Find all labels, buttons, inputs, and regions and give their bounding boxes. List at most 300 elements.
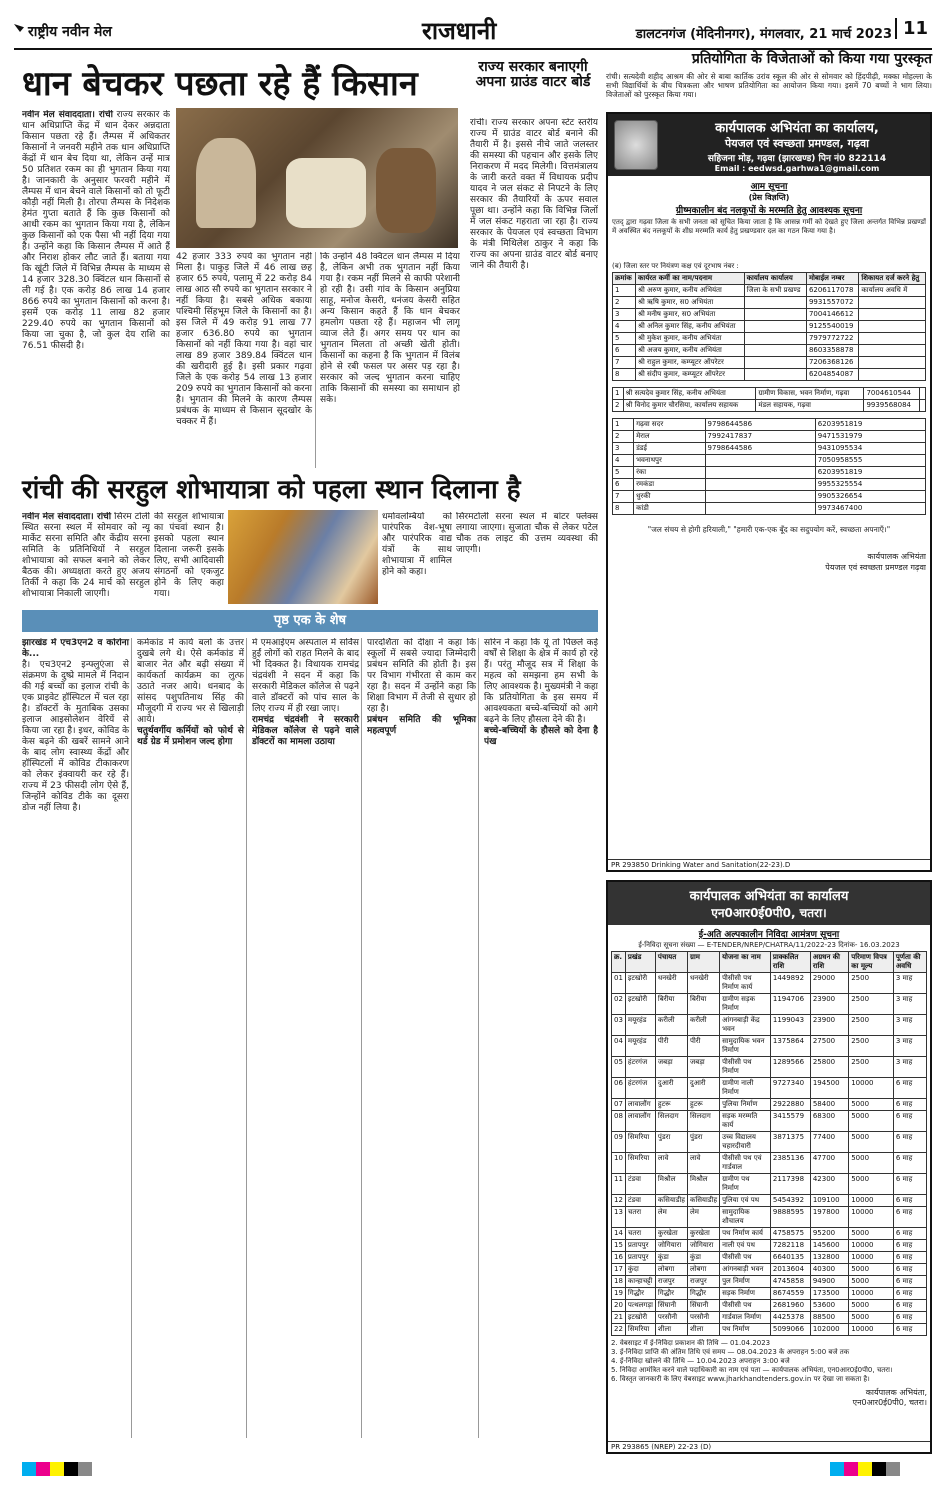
notice2-t-cell: 06 — [612, 1078, 626, 1099]
water-dept-notice — [606, 112, 932, 872]
notice1-t1-cell — [859, 321, 926, 333]
notice2-t-cell: कुंडा — [688, 1252, 720, 1264]
story3-col-d: सिरमटोली सरना स्थल में बांटर फ्लेक्स लगाया जाएगा। सुजाता चौक से लेकर पटेल चौक तक लाइट की उत्तम व्यवस्था की जाएगी। — [456, 512, 598, 555]
bottom-col-5-body: सोरेन ने कहा कि यूं तो पिछले कई वर्षों से शिक्षा के क्षेत्र में कार्य हो रहे हैं। परंतु मौजूद सत्र में शिक्षा के महत्व को समझना हम सभी के लिए आवश्यक है। मुख्यमंत्री ने कहा कि प्रतियोगिता के इस समय में आवश्यकता बच्चे-बच्चियों को आगे बढ़ने के लिए हौसला देने की है। — [484, 638, 598, 725]
notice1-t1-cell — [744, 321, 806, 333]
notice2-t-cell: 6 माह — [893, 1153, 926, 1174]
notice2-t-cell: कुंदा — [625, 1264, 655, 1276]
notice1-t1-cell: श्री राहुल कुमार, कम्प्यूटर ऑपरेटर — [636, 357, 745, 369]
notice1-t1-cell: जिला के सभी प्रखण्ड — [744, 285, 806, 297]
notice2-t-header-cell: परिमाण विपत्र का मूल्य — [849, 952, 894, 973]
notice2-t-cell: 10000 — [849, 1195, 894, 1207]
notice1-t3-row — [613, 479, 926, 491]
notice1-t1-cell: 7 — [613, 357, 636, 369]
notice2-t-cell: 68300 — [810, 1111, 848, 1132]
notice1-t1-cell — [859, 333, 926, 345]
notice2-t-cell: 3 माह — [893, 1015, 926, 1036]
notice1-t2-row — [613, 400, 926, 412]
notice1-table-3 — [612, 418, 926, 515]
notice2-t-cell: इटखोरी — [625, 973, 655, 994]
notice2-t-cell: जोगियारा — [655, 1240, 687, 1252]
notice1-t1-cell: श्री ऋषि कुमार, स0 अभियंता — [636, 297, 745, 309]
notice2-t-row — [612, 1300, 927, 1312]
story2-headline: राज्य सरकार बनाएगी अपना ग्राउंड वाटर बोर्ड — [475, 59, 591, 91]
notice1-sub2: (प्रेस विज्ञप्ति) — [748, 193, 790, 202]
notice1-t2-cell: 7004610544 — [864, 388, 920, 400]
story3-col-b: की सरहुल शोभायात्रा का पंचवां स्थान है। इसको पहला स्थान दिलाना जरूरी इसके लिए, सभी आदिवासी संगठनों को एकजुट होने के लिए कहा गया। — [154, 512, 224, 599]
story3-col-a — [22, 512, 150, 604]
notice2-t-row — [612, 1240, 927, 1252]
newspaper-name: राष्ट्रीय नवीन मेल — [28, 24, 112, 40]
notice1-t3-cell: कांडी — [634, 503, 705, 515]
page-number: 11 — [895, 18, 928, 39]
notice2-t-cell: 102000 — [810, 1324, 848, 1336]
notice2-t-cell: 2500 — [849, 1057, 894, 1078]
notice2-t-cell: सामुदायिक शौचालय — [720, 1207, 771, 1228]
notice2-t-header-cell: योजना का नाम — [720, 952, 771, 973]
notice2-t-cell: 04 — [612, 1036, 626, 1057]
notice1-t3-row — [613, 503, 926, 515]
notice2-t-cell: पुंडरा — [655, 1132, 687, 1153]
notice2-t-header-cell: अग्रधन की राशि — [810, 952, 848, 973]
notice1-t3-cell: 5 — [613, 467, 634, 479]
notice2-t-cell: गार्डवाल निर्माण — [720, 1312, 771, 1324]
notice2-t-cell: 5000 — [849, 1153, 894, 1174]
notice2-t-cell: 9888595 — [770, 1207, 810, 1228]
notice1-t3-cell — [705, 467, 815, 479]
notice2-t-cell: 53600 — [810, 1300, 848, 1312]
notice1-t3-cell: 8 — [613, 503, 634, 515]
notice2-t-cell: 6 माह — [893, 1111, 926, 1132]
notice2-t-cell: 109100 — [810, 1195, 848, 1207]
notice2-t-cell: कुंडा — [655, 1252, 687, 1264]
notice1-sub3: ग्रीष्मकालीन बंद नलकूपों के मरम्मति हेतु आवश्यक सूचना — [675, 206, 863, 216]
notice2-t-cell: 08 — [612, 1111, 626, 1132]
notice2-t-cell: कसियाडीह — [655, 1195, 687, 1207]
notice2-t-cell: जबड़ा — [655, 1057, 687, 1078]
notice1-t1-cell — [744, 345, 806, 357]
notice2-t-cell: 2385136 — [770, 1153, 810, 1174]
notice2-t-cell: 10000 — [849, 1288, 894, 1300]
color-registration-strip-right — [830, 1462, 900, 1476]
notice2-t-cell: दुआरी — [688, 1078, 720, 1099]
notice2-t-cell: 7282118 — [770, 1240, 810, 1252]
notice2-t-cell: पीसीसी पथ — [720, 1252, 771, 1264]
notice2-t-cell: 6 माह — [893, 1099, 926, 1111]
notice1-t3-cell: 1 — [613, 419, 634, 431]
notice1-t1-cell: श्री अरुण कुमार, कनीय अभियंता — [636, 285, 745, 297]
notice2-t-cell: सिमरिया — [625, 1324, 655, 1336]
notice2-t-cell: पीसीसी पथ — [720, 1300, 771, 1312]
notice1-t1-cell — [859, 345, 926, 357]
notice1-t1-cell: 7206368126 — [806, 357, 858, 369]
notice1-t1-cell: 5 — [613, 333, 636, 345]
notice2-t-cell: परसौनी — [655, 1312, 687, 1324]
notice2-t-cell: 40300 — [810, 1264, 848, 1276]
notice2-t-row — [612, 1195, 927, 1207]
notice2-footer-line: 5. निविदा आमंत्रित करने वाले पदाधिकारी का नाम एवं पता — कार्यपालक अभियंता, एन0आर0ई0पी0, चतरा। — [611, 1366, 893, 1374]
notice2-t-header-cell: क्र. — [612, 952, 626, 973]
notice2-t-cell: 77400 — [810, 1132, 848, 1153]
notice2-t-cell: परसौनी — [688, 1312, 720, 1324]
notice2-t-cell: लोबगा — [688, 1264, 720, 1276]
notice2-t-cell: 2500 — [849, 973, 894, 994]
notice2-t-header-cell: पंचायत — [655, 952, 687, 973]
notice2-t-cell: 13 — [612, 1207, 626, 1228]
color-registration-strip — [22, 1462, 92, 1476]
notice2-t-row — [612, 1264, 927, 1276]
notice1-t1-cell: श्री संदीप कुमार, कम्प्यूटर ऑपरेटर — [636, 369, 745, 381]
notice2-t-cell: 5099066 — [770, 1324, 810, 1336]
bottom-col-3-title: रामचंद्र चंद्रवंशी ने सरकारी मेडिकल कॉलेज से पढ़ने वाले डॉक्टरों का मामला उठाया — [252, 715, 359, 747]
notice2-t-cell: सिलदाग — [655, 1111, 687, 1132]
notice2-t-cell: 145600 — [810, 1240, 848, 1252]
bottom-col-4 — [367, 638, 479, 1438]
notice2-t-cell: 2681960 — [770, 1300, 810, 1312]
notice1-t3-cell: 6203951819 — [815, 467, 925, 479]
notice2-t-cell: 2500 — [849, 1015, 894, 1036]
notice2-t-cell: 25800 — [810, 1057, 848, 1078]
notice1-t1-cell — [744, 369, 806, 381]
notice2-dept: एन0आर0ई0पी0, चतरा। — [711, 906, 827, 920]
notice1-t1-cell — [744, 309, 806, 321]
notice2-t-cell: हुटरू — [688, 1099, 720, 1111]
notice1-t1-cell — [859, 357, 926, 369]
notice2-t-row — [612, 1324, 927, 1336]
notice2-t-cell: 2922880 — [770, 1099, 810, 1111]
notice2-t-header-cell: प्रखंड — [625, 952, 655, 973]
notice1-t3-cell: मेराल — [634, 431, 705, 443]
notice2-t-row — [612, 973, 927, 994]
notice2-t-cell: लावे — [655, 1153, 687, 1174]
story1-headline: धान बेचकर पछता रहे हैं किसान — [22, 64, 418, 104]
notice2-t-row — [612, 1111, 927, 1132]
notice1-t1-row — [613, 297, 926, 309]
notice2-t-cell: पुलिया निर्माण — [720, 1099, 771, 1111]
notice1-t3-cell — [705, 491, 815, 503]
notice2-t-cell: आंगनबाड़ी केंद्र भवन — [720, 1015, 771, 1036]
notice2-pr: PR 293865 (NREP) 22-23 (D) — [608, 1441, 930, 1452]
notice2-t-cell: 2117398 — [770, 1174, 810, 1195]
notice1-t2-cell: ग्रामीण विकास, भवन निर्माण, गढ़वा — [756, 388, 864, 400]
notice1-t1-cell: कार्यालय अवधि में — [859, 285, 926, 297]
notice2-t-cell: मयूरहंड — [625, 1036, 655, 1057]
notice1-t2-cell — [920, 400, 926, 412]
story1-col-a — [22, 110, 170, 468]
notice1-t3-cell: 2 — [613, 431, 634, 443]
notice2-t-cell: 132800 — [810, 1252, 848, 1264]
notice2-t-header-cell: पूर्णता की अवधि — [893, 952, 926, 973]
notice2-t-cell: इटखोरी — [625, 1312, 655, 1324]
notice2-t-cell: लोबगा — [655, 1264, 687, 1276]
notice2-t-row — [612, 1015, 927, 1036]
notice2-t-cell: पुल निर्माण — [720, 1276, 771, 1288]
notice2-t-cell: कसियाडीह — [688, 1195, 720, 1207]
notice1-t2-cell: 9939568084 — [864, 400, 920, 412]
notice2-t-cell: राजपुर — [655, 1276, 687, 1288]
notice2-t-cell: ग्रामीण पथ निर्माण — [720, 1174, 771, 1195]
notice1-t3-cell: 9471531979 — [815, 431, 925, 443]
notice2-t-cell: 1199043 — [770, 1015, 810, 1036]
notice1-office: कार्यपालक अभियंता का कार्यालय, — [715, 121, 879, 136]
notice2-t-cell: 6 माह — [893, 1288, 926, 1300]
notice2-t-cell: कुरखेता — [655, 1228, 687, 1240]
bottom-col-4-title: प्रबंधन समिति की भूमिका महत्वपूर्ण — [367, 715, 476, 736]
notice1-table-1 — [612, 272, 926, 381]
notice1-t3-row — [613, 491, 926, 503]
notice2-t-cell: शीला — [655, 1324, 687, 1336]
notice2-t-cell: 27500 — [810, 1036, 848, 1057]
notice1-t1-header-cell: क्रमांक — [613, 273, 636, 285]
notice2-t-cell: 4425378 — [770, 1312, 810, 1324]
notice1-t2-cell: मंडल सहायक, गढ़वा — [756, 400, 864, 412]
notice1-control: (ब) जिला स्तर पर नियंत्रण कक्ष एवं दूरभाष नंबर : — [612, 262, 739, 270]
notice1-t1-row — [613, 285, 926, 297]
notice2-t-cell: 6 माह — [893, 1195, 926, 1207]
notice2-t-cell: 29000 — [810, 973, 848, 994]
notice2-t-cell: 22 — [612, 1324, 626, 1336]
notice1-t3-cell: 7050958555 — [815, 455, 925, 467]
notice2-t-cell: 11 — [612, 1174, 626, 1195]
notice1-t3-cell: धुरकी — [634, 491, 705, 503]
notice1-t2-cell: 2 — [613, 400, 624, 412]
notice2-t-cell: 6 माह — [893, 1300, 926, 1312]
notice2-t-cell: प्रतापपुर — [625, 1252, 655, 1264]
state-emblem-icon — [614, 120, 658, 170]
notice2-t-cell: मिश्रौल — [688, 1174, 720, 1195]
notice2-t-cell: सिलदाग — [688, 1111, 720, 1132]
notice2-t-row — [612, 1288, 927, 1300]
notice1-t1-cell — [744, 357, 806, 369]
notice2-t-cell: 4745858 — [770, 1276, 810, 1288]
masthead — [14, 12, 932, 50]
story3-headline: रांची की सरहुल शोभायात्रा को पहला स्थान दिलाना है — [22, 475, 521, 505]
notice1-t1-header-cell: शिकायत दर्ज करने हेतु — [859, 273, 926, 285]
bottom-col-4-body: पारदर्शिता को दीक्षा ने कहा कि स्कूलों में सबसे ज्यादा जिम्मेदारी प्रबंधन समिति की होती है। इस पर विभाग गंभीरता से काम कर रहा है। सदन में उन्होंने कहा कि शिक्षा विभाग में तेजी से सुधार हो रहा है। — [367, 638, 476, 714]
notice2-t-cell: पीसीसी पथ निर्माण कार्य — [720, 973, 771, 994]
notice2-t-cell: 10000 — [849, 1252, 894, 1264]
notice2-t-cell: 3 माह — [893, 1036, 926, 1057]
notice2-t-row — [612, 1207, 927, 1228]
notice2-t-cell: 3415579 — [770, 1111, 810, 1132]
notice1-t1-header-cell: मोबाईल नम्बर — [806, 273, 858, 285]
notice1-t3-cell: डंडई — [634, 443, 705, 455]
bird-logo-icon — [14, 24, 24, 32]
notice2-t-cell: 94900 — [810, 1276, 848, 1288]
notice2-t-cell: 1375864 — [770, 1036, 810, 1057]
notice2-t-cell: 23900 — [810, 1015, 848, 1036]
award-body: रांची। सत्यदेवी शहीद आश्रम की ओर से बाबा कार्तिक उरांव स्कूल की ओर से सोमवार को हिंदपीढ़ी, मक्का मोहल्ला के सभी विद्यार्थियों के बीच चित्रकला और भाषण प्रतियोगिता का आयोजन किया गया। इसमें 70 बच्चों ने भाग लिया। विजेताओं को पुरस्कृत किया गया। — [606, 72, 932, 99]
notice1-t3-cell: 9798644586 — [705, 443, 815, 455]
notice1-t1-cell — [859, 297, 926, 309]
notice2-t-cell: 15 — [612, 1240, 626, 1252]
notice2-t-cell: 8674559 — [770, 1288, 810, 1300]
notice1-t1-header-row — [613, 273, 926, 285]
notice2-t-cell: 6 माह — [893, 1264, 926, 1276]
notice2-sub: ई-अति अल्पकालीन निविदा आमंत्रण सूचना — [698, 930, 840, 940]
notice2-footer-line: 6. विस्तृत जानकारी के लिए वेबसाइट www.jharkhandtenders.gov.in पर देखा जा सकता है। — [611, 1375, 870, 1383]
notice1-t1-row — [613, 357, 926, 369]
notice1-t1-cell: 1 — [613, 285, 636, 297]
notice1-t1-cell — [744, 333, 806, 345]
nrep-tender-notice — [606, 880, 932, 1454]
notice1-t3-cell: 4 — [613, 455, 634, 467]
bottom-col-5-title: बच्चे-बच्चियों के हौसले को देना है पंख — [484, 726, 598, 747]
notice1-dept: पेयजल एवं स्वच्छता प्रमण्डल, गढ़वा — [725, 137, 869, 150]
notice2-table — [611, 951, 927, 1336]
notice2-t-cell: 95200 — [810, 1228, 848, 1240]
notice2-t-cell: कुरखेता — [688, 1228, 720, 1240]
notice2-t-cell: गिद्धौर — [688, 1288, 720, 1300]
notice1-t3-row — [613, 419, 926, 431]
notice1-t3-cell: 9798644586 — [705, 419, 815, 431]
notice2-t-cell: 194500 — [810, 1078, 848, 1099]
notice2-ref: ई-निविदा सूचना संख्या — E-TENDER/NREP/CHATRA/11/2022-23 दिनांक- 16.03.2023 — [638, 941, 900, 949]
notice2-t-cell: जोगियारा — [688, 1240, 720, 1252]
section-bar: पृष्ठ एक के शेष — [22, 610, 598, 632]
notice1-t1-row — [613, 309, 926, 321]
notice2-t-cell: 6 माह — [893, 1207, 926, 1228]
notice2-t-cell: ग्रामीण नाली निर्माण — [720, 1078, 771, 1099]
notice2-t-cell: 10000 — [849, 1078, 894, 1099]
notice2-t-cell: 5000 — [849, 1264, 894, 1276]
notice2-t-row — [612, 1036, 927, 1057]
notice1-t1-cell — [744, 297, 806, 309]
story3-byline: नवीन मेल संवाददाता। रांची — [22, 512, 112, 522]
notice2-t-cell: चतरा — [625, 1207, 655, 1228]
notice1-t2-cell: 1 — [613, 388, 624, 400]
notice2-t-cell: 5454392 — [770, 1195, 810, 1207]
notice2-t-cell: 18 — [612, 1276, 626, 1288]
notice1-t3-cell: गढ़वा सदर — [634, 419, 705, 431]
notice2-t-row — [612, 1252, 927, 1264]
notice2-t-cell: सड़क निर्माण — [720, 1288, 771, 1300]
bottom-col-2-body: कर्मकांड में कार्य बलों के उत्तर दुखबे लगे थे। ऐसे कर्मकांड में बाजार नेत और बढ़ी संख्या में कार्यकर्ता कार्यक्रम का लुत्फ उठाते नजर आये। धनबाद के सांसद पशुपतिनाथ सिंह की मौजूदगी में राज्य भर से खिलाड़ी आये। — [137, 638, 244, 725]
notice2-t-cell: 5000 — [849, 1276, 894, 1288]
notice2-t-cell: करीली — [655, 1015, 687, 1036]
notice1-table-2 — [612, 387, 926, 412]
notice2-t-row — [612, 1174, 927, 1195]
notice2-t-cell: 09 — [612, 1132, 626, 1153]
notice2-t-cell: लावालौंग — [625, 1099, 655, 1111]
notice2-t-cell: मिश्रौल — [655, 1174, 687, 1195]
notice2-t-cell: 10000 — [849, 1240, 894, 1252]
notice1-t3-cell — [705, 455, 815, 467]
notice2-t-cell: नाली एवं पथ — [720, 1240, 771, 1252]
notice2-t-cell: 6 माह — [893, 1312, 926, 1324]
notice1-t1-cell: 6204854087 — [806, 369, 858, 381]
notice2-t-cell: राजपुर — [688, 1276, 720, 1288]
notice1-signature: कार्यपालक अभियंता — [867, 552, 926, 561]
notice2-t-cell: 2013604 — [770, 1264, 810, 1276]
notice2-signature: कार्यपालक अभियंता, — [865, 1388, 927, 1397]
notice1-t1-cell: 9931557072 — [806, 297, 858, 309]
notice1-t2-row — [613, 388, 926, 400]
notice1-t3-cell: रंका — [634, 467, 705, 479]
notice2-t-cell: 5000 — [849, 1132, 894, 1153]
bottom-col-3-body: में एमआईएम अस्पताल में सर्विस हुईं लोगों को राहत मिलने के बाद भी दिक्कत है। विधायक रामचंद्र चंद्रवंशी ने सदन में कहा कि सरकारी मेडिकल कॉलेज से पढ़ने वाले डॉक्टरों को पांच साल के लिए राज्य में ही रखा जाए। — [252, 638, 359, 714]
bottom-col-5 — [484, 638, 598, 1438]
bottom-col-2-title: चतुर्थवर्गीय कर्मियों को फोर्थ से थर्ड ग्रेड में प्रमोशन जल्द होगा — [137, 726, 244, 747]
bottom-col-2 — [137, 638, 247, 1438]
notice2-t-cell: सिमरिया — [625, 1132, 655, 1153]
notice2-t-cell: इटखोरी — [625, 994, 655, 1015]
notice2-t-cell: 6 माह — [893, 1132, 926, 1153]
notice2-t-row — [612, 1078, 927, 1099]
notice1-t1-row — [613, 345, 926, 357]
notice2-t-row — [612, 1132, 927, 1153]
notice2-t-cell: उच्च विद्यालय चहारदीवारी — [720, 1132, 771, 1153]
notice2-t-cell: टंडवा — [625, 1195, 655, 1207]
notice1-t1-header-cell: कार्यालय कार्यालय — [744, 273, 806, 285]
notice1-t3-cell — [705, 479, 815, 491]
notice1-t1-row — [613, 321, 926, 333]
notice2-t-cell: 14 — [612, 1228, 626, 1240]
notice2-t-cell: गिद्धौर — [655, 1288, 687, 1300]
notice1-t3-cell: रमकंडा — [634, 479, 705, 491]
notice2-t-cell: 173500 — [810, 1288, 848, 1300]
notice2-t-cell: 10000 — [849, 1207, 894, 1228]
bottom-col-1-title: झारखंड में एच3एन2 व कोरोना के... — [22, 638, 129, 659]
section-title: राजधानी — [422, 16, 497, 45]
notice2-t-cell: 20 — [612, 1300, 626, 1312]
notice2-t-row — [612, 1153, 927, 1174]
notice2-t-cell: सिंघानी — [655, 1300, 687, 1312]
notice2-footer-line: 3. ई-निविदा प्राप्ति की अंतिम तिथि एवं समय — 08.04.2023 के अपराहन 5:00 बजे तक — [611, 1348, 850, 1356]
notice1-t3-cell: 9973467400 — [815, 503, 925, 515]
notice2-t-header-cell: ग्राम — [688, 952, 720, 973]
notice1-t1-cell: 6206117078 — [806, 285, 858, 297]
notice2-t-cell: 5000 — [849, 1174, 894, 1195]
notice2-t-header-cell: प्राक्कलित राशि — [770, 952, 810, 973]
notice2-t-cell: सड़क मरम्मति कार्य — [720, 1111, 771, 1132]
notice2-t-cell: लावे — [688, 1153, 720, 1174]
notice2-t-cell: 6 माह — [893, 1240, 926, 1252]
notice2-t-cell: 5000 — [849, 1099, 894, 1111]
notice2-t-cell: 5000 — [849, 1228, 894, 1240]
notice2-t-cell: पीरी — [655, 1036, 687, 1057]
bottom-col-3 — [252, 638, 362, 1438]
notice2-t-cell: ग्रामीण सड़क निर्माण — [720, 994, 771, 1015]
notice1-t1-header-cell: कार्यरत कर्मी का नाम/पदनाम — [636, 273, 745, 285]
notice2-t-cell: बिरीया — [655, 994, 687, 1015]
notice1-t3-cell: 7992417837 — [705, 431, 815, 443]
notice2-t-cell: धनखेरी — [655, 973, 687, 994]
story1-byline: नवीन मेल संवाददाता। रांची — [22, 110, 113, 120]
notice2-t-cell: 6 माह — [893, 1174, 926, 1195]
notice2-t-cell: करीली — [688, 1015, 720, 1036]
notice1-t3-cell: 9955325554 — [815, 479, 925, 491]
notice2-t-cell: 5000 — [849, 1300, 894, 1312]
story1-col-c: कि उन्होंने 48 क्विंटल धान लैम्पस में दिया है, लेकिन अभी तक भुगतान नहीं किया गया है। रकम नहीं मिलने से काफी परेशानी हो रही है। उसी गांव के किसान अनुप्रिया साहू, मनोज केसरी, धनंजय केसरी सहित अन्य किसान कहते हैं कि धान बेचकर हमलोग पछता रहे हैं। महाजन भी लागू व्याज लेते हैं। अगर समय पर धान का भुगतान मिलता तो अच्छी खेती होती। किसानों का कहना है कि भुगतान में विलंब होने से रबी फसल पर असर पड़ रहा है। सरकार को जल्द भुगतान करना चाहिए ताकि किसानों की समस्या का समाधान हो सके। — [320, 252, 460, 405]
story1-body-a: राज्य सरकार के धान अधिप्राप्ति केंद्र में धान देकर अन्नदाता किसान पछता रहे हैं। लैम्पस में अधिकतर किसानों ने जनवरी महीने तक धान अधिप्राप्ति केंद्रों में धान बेच दिया था, लेकिन उन्हें मात्र 50 प्रतिशत रकम का ही भुगतान किया गया है। जानकारी के अनुसार फरवरी महीने में लैम्पस में धान बेचने वाले किसानों को तो फूटी कौड़ी नहीं मिली है। तोरपा लैम्पस के निदेशक हेमंत गुप्ता बताते हैं कि कुछ किसानों को आधी रकम का भुगतान किया गया है, लेकिन कुछ किसानों को एक पैसा भी नहीं दिया गया है। उन्होंने कहा कि किसान लैम्पस में आते हैं और निराश होकर लौट जाते हैं। बताया गया कि खूंटी जिले में विभिन्न लैम्पस के माध्यम से 14 हजार 328.30 क्विंटल धान किसानों से ली गई है। एक करोड़ 86 लाख 14 हजार 866 रुपये का भुगतान किसानों को करना है। इसमें एक करोड़ 11 लाख 82 हजार 229.40 रुपये का भुगतान किसानों को किया जा चुका है, जो कुल देय राशि का 76.51 फीसदी है। — [22, 110, 170, 351]
notice2-t-header-row — [612, 952, 927, 973]
notice1-t3-cell: 7 — [613, 491, 634, 503]
notice1-t1-cell: 2 — [613, 297, 636, 309]
notice2-t-cell: 1449892 — [770, 973, 810, 994]
notice2-t-cell: 3 माह — [893, 1057, 926, 1078]
notice2-t-cell: 6 माह — [893, 1276, 926, 1288]
notice2-t-cell: कान्हाचट्टी — [625, 1276, 655, 1288]
notice2-t-cell: लेम — [655, 1207, 687, 1228]
notice1-closing: "जल संचय से होगी हरियाली," "हमारी एक-एक बूँद का सदुपयोग करें, स्वच्छता अपनाएँ।" — [647, 525, 891, 534]
notice2-t-cell: 6640135 — [770, 1252, 810, 1264]
notice1-t2-cell: श्री सत्यदेव कुमार सिंह, कनीय अभियंता — [623, 388, 756, 400]
notice2-t-cell: 17 — [612, 1264, 626, 1276]
notice2-t-row — [612, 1276, 927, 1288]
notice2-t-cell: पीसीसी पथ एवं गार्डवाल — [720, 1153, 771, 1174]
notice2-t-row — [612, 1057, 927, 1078]
